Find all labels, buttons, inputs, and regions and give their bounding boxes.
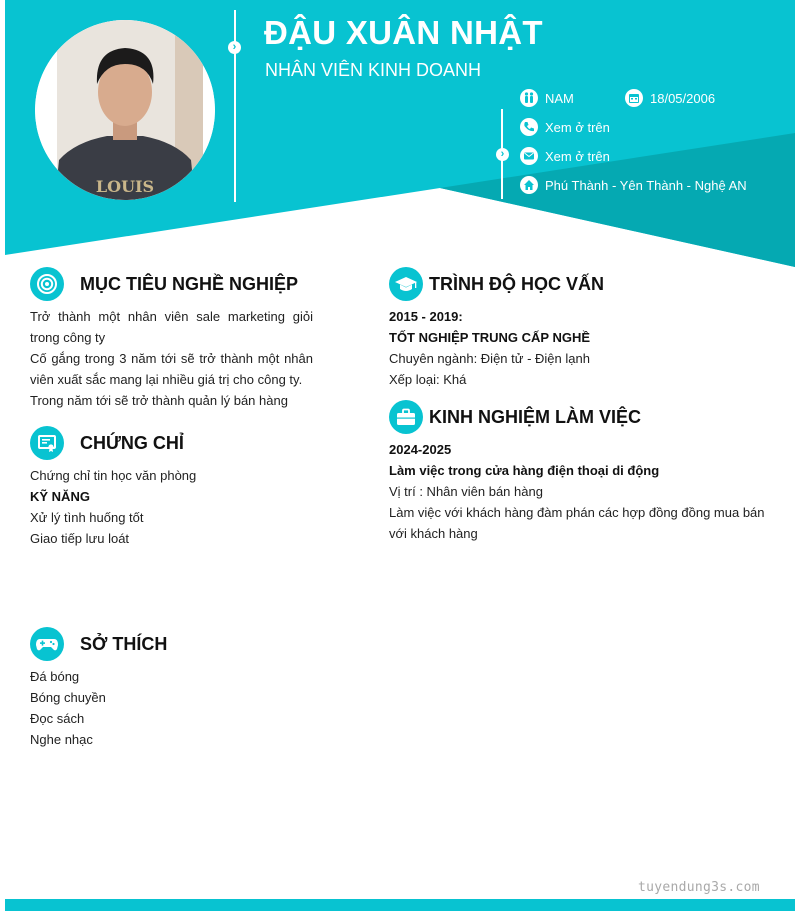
education-header (389, 267, 604, 301)
address-info (520, 176, 747, 194)
objective-paragraph-1: Trở thành một nhân viên sale marketing giỏi trong công ty (30, 309, 313, 345)
gender-value: NAM (545, 90, 574, 106)
education-period: 2015 - 2019: (389, 309, 463, 324)
skills-title: KỸ NĂNG (30, 489, 90, 504)
gender-info (520, 89, 574, 107)
chevron-right-icon: › (496, 148, 509, 161)
address-value: Phú Thành - Yên Thành - Nghệ AN (545, 177, 747, 193)
gamepad-icon (30, 627, 64, 661)
briefcase-icon (389, 400, 423, 434)
hobbies-header (30, 627, 167, 661)
mail-icon (520, 147, 538, 165)
experience-period: 2024-2025 (389, 442, 452, 457)
candidate-name: ĐẬU XUÂN NHẬT (264, 14, 543, 51)
email-value: Xem ở trên (545, 148, 610, 164)
education-major: Chuyên ngành: Điện tử - Điện lạnh (389, 351, 590, 366)
graduation-cap-icon (389, 267, 423, 301)
skill-item: Giao tiếp lưu loát (30, 531, 130, 546)
certificate-item: Chứng chỉ tin học văn phòng (30, 468, 197, 483)
hobby-item: Nghe nhạc (30, 732, 93, 747)
certificates-title: CHỨNG CHỈ (80, 432, 184, 453)
hobby-item: Bóng chuyền (30, 690, 106, 705)
gender-icon (520, 89, 538, 107)
phone-value: Xem ở trên (545, 119, 610, 135)
experience-company: Làm việc trong cửa hàng điện thoại di động (389, 463, 660, 478)
experience-title: KINH NGHIỆM LÀM VIỆC (429, 406, 642, 427)
hobby-item: Đá bóng (30, 669, 80, 684)
objective-header (30, 267, 298, 301)
email-info (520, 147, 610, 165)
footer-bar (5, 899, 795, 911)
certificate-icon (30, 426, 64, 460)
skill-item: Xử lý tình huống tốt (30, 510, 144, 525)
footer-brand: tuyendung3s.com (638, 880, 760, 895)
cv-page (5, 0, 795, 911)
hobbies-title: SỞ THÍCH (80, 633, 168, 654)
chevron-right-icon: › (228, 41, 241, 54)
header-divider (234, 10, 236, 202)
birthday-value: 18/05/2006 (650, 90, 716, 106)
objective-title: MỤC TIÊU NGHỀ NGHIỆP (80, 273, 299, 294)
birthday-info (625, 89, 715, 107)
education-grade: Xếp loại: Khá (389, 372, 467, 387)
education-degree: TỐT NGHIỆP TRUNG CẤP NGHỀ (389, 330, 591, 345)
svg-text:LOUIS: LOUIS (95, 177, 155, 196)
certificates-header (30, 426, 184, 460)
experience-position: Vị trí : Nhân viên bán hàng (389, 484, 543, 499)
target-icon (30, 267, 64, 301)
objective-paragraph-2: Cố gắng trong 3 năm tới sẽ trở thành một nhân viên xuất sắc mang lại nhiều giá trị cho công ty. (30, 351, 313, 387)
avatar (35, 20, 215, 200)
job-title: NHÂN VIÊN KINH DOANH (265, 60, 482, 80)
phone-icon (520, 118, 538, 136)
experience-description: Làm việc với khách hàng đàm phán các hợp đồng đồng mua bán với khách hàng (389, 505, 765, 541)
home-icon (520, 176, 538, 194)
experience-header (389, 400, 641, 434)
phone-info (520, 118, 610, 136)
education-title: TRÌNH ĐỘ HỌC VẤN (429, 273, 604, 294)
hobby-item: Đọc sách (30, 711, 85, 726)
objective-paragraph-3: Trong năm tới sẽ trở thành quản lý bán hàng (30, 393, 288, 408)
calendar-icon (625, 89, 643, 107)
